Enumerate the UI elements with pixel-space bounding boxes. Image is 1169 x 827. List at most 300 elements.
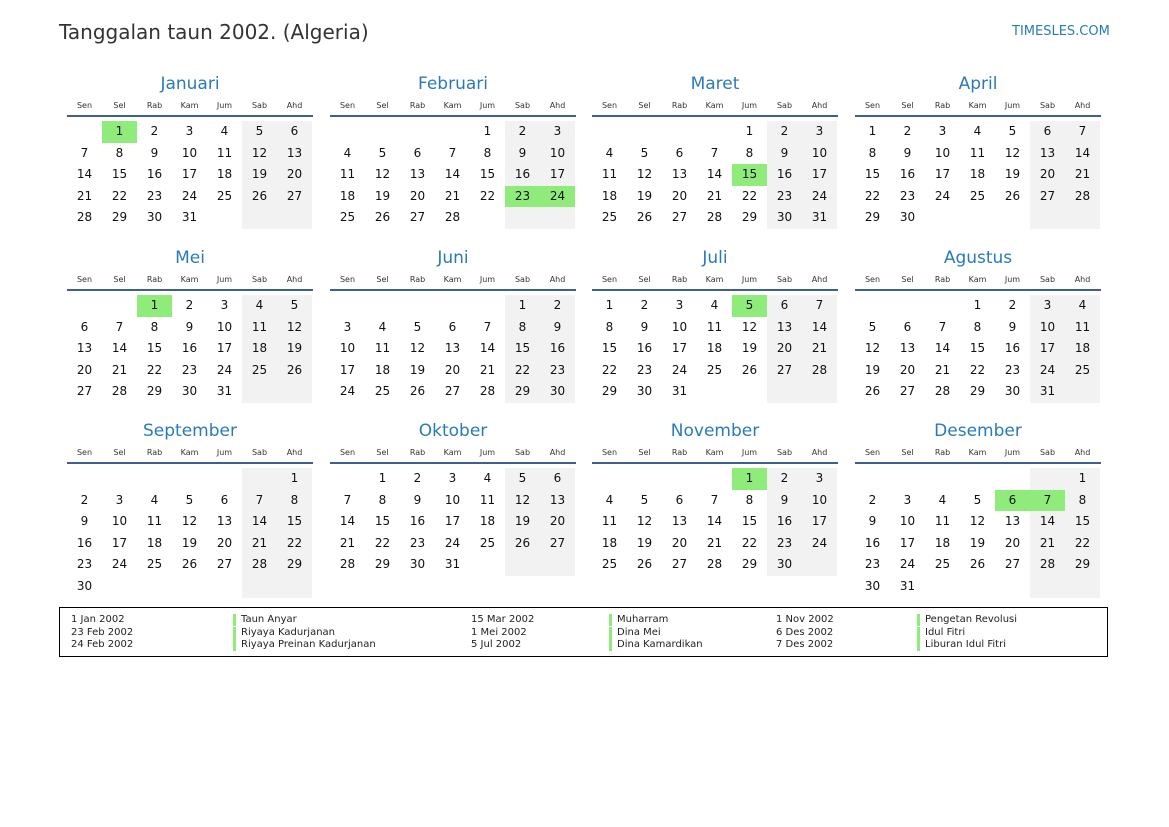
day-empty <box>802 381 837 403</box>
day-cell: 6 <box>448 319 457 334</box>
weekday-label: Sen <box>339 101 356 110</box>
day-cell: 20 <box>277 164 312 186</box>
day-cell: 13 <box>216 514 233 529</box>
day-cell: 29 <box>741 557 758 572</box>
day-cell: 16 <box>767 164 802 186</box>
weekday-label: Ahd <box>549 448 566 457</box>
day-cell: 10 <box>934 145 951 160</box>
day-cell: 3 <box>220 298 229 312</box>
day-cell: 10 <box>671 319 688 334</box>
weekday-header <box>592 443 838 464</box>
holiday-name: Dina Kamardikan <box>609 639 703 651</box>
day-cell: 21 <box>76 188 93 203</box>
holiday-name: Muharram <box>609 614 668 626</box>
day-cell: 9 <box>150 145 159 160</box>
weekday-label: Sab <box>776 448 793 457</box>
day-cell: 27 <box>216 557 233 572</box>
day-cell: 23 <box>76 557 93 572</box>
holiday-day: 6 <box>995 490 1030 512</box>
day-cell: 16 <box>1004 341 1021 356</box>
day-cell: 29 <box>864 210 881 225</box>
day-cell: 1 <box>505 295 540 317</box>
day-cell: 18 <box>601 188 618 203</box>
day-cell: 28 <box>802 360 837 382</box>
weekday-label: Jum <box>1004 101 1021 110</box>
day-cell: 3 <box>448 471 457 485</box>
day-empty <box>960 207 995 229</box>
weekday-label: Jum <box>741 101 758 110</box>
day-cell: 14 <box>111 341 128 356</box>
day-empty <box>960 468 995 490</box>
day-cell: 2 <box>767 468 802 490</box>
holiday-date: 5 Jul 2002 <box>471 639 522 650</box>
weekday-label: Jum <box>1004 448 1021 457</box>
day-cell: 17 <box>540 164 575 186</box>
day-cell: 21 <box>339 535 356 550</box>
day-cell: 27 <box>277 186 312 208</box>
day-cell: 29 <box>374 557 391 572</box>
weekday-label: Jum <box>479 448 496 457</box>
day-empty <box>627 468 662 490</box>
day-cell: 22 <box>479 188 496 203</box>
day-cell: 8 <box>973 319 982 334</box>
day-cell: 4 <box>710 298 719 312</box>
day-grid <box>855 295 1100 403</box>
month-name: Januari <box>160 74 220 94</box>
day-empty <box>330 468 365 490</box>
day-empty <box>242 207 277 229</box>
day-cell: 27 <box>1030 186 1065 208</box>
holiday-name: Pengetan Revolusi <box>917 614 1017 626</box>
day-cell: 13 <box>277 143 312 165</box>
day-cell: 25 <box>146 557 163 572</box>
holiday-name: Idul Fitri <box>917 627 965 639</box>
day-cell: 4 <box>483 471 492 485</box>
weekday-label: Jum <box>1004 275 1021 284</box>
weekday-label: Jum <box>216 448 233 457</box>
month-name: Februari <box>418 74 488 94</box>
month-januari <box>67 73 313 229</box>
day-cell: 26 <box>505 533 540 555</box>
day-grid <box>855 468 1100 598</box>
day-cell: 22 <box>146 362 163 377</box>
day-cell: 17 <box>444 514 461 529</box>
holiday-legend <box>59 607 1108 657</box>
day-cell: 17 <box>339 362 356 377</box>
day-cell: 6 <box>903 319 912 334</box>
day-empty <box>1030 576 1065 598</box>
day-cell: 28 <box>444 210 461 225</box>
day-cell: 12 <box>636 514 653 529</box>
day-cell: 20 <box>899 362 916 377</box>
day-cell: 31 <box>444 557 461 572</box>
day-cell: 25 <box>374 384 391 399</box>
day-cell: 23 <box>1004 362 1021 377</box>
day-empty <box>925 207 960 229</box>
day-cell: 7 <box>710 145 719 160</box>
day-cell: 30 <box>899 210 916 225</box>
day-cell: 4 <box>220 124 229 138</box>
day-cell: 27 <box>671 210 688 225</box>
day-cell: 27 <box>540 533 575 555</box>
day-empty <box>925 295 960 317</box>
day-empty <box>400 295 435 317</box>
day-cell: 22 <box>277 533 312 555</box>
day-cell: 28 <box>1065 186 1100 208</box>
month-september <box>67 420 313 598</box>
day-empty <box>925 576 960 598</box>
day-cell: 9 <box>80 514 89 529</box>
month-name: Oktober <box>418 421 488 441</box>
day-cell: 20 <box>444 362 461 377</box>
day-cell: 3 <box>802 121 837 143</box>
holiday-date: 7 Des 2002 <box>776 639 834 650</box>
weekday-label: Rab <box>671 101 688 110</box>
day-cell: 4 <box>1065 295 1100 317</box>
day-cell: 17 <box>671 341 688 356</box>
day-empty <box>540 207 575 229</box>
day-cell: 30 <box>409 557 426 572</box>
day-empty <box>172 576 207 598</box>
day-cell: 30 <box>767 207 802 229</box>
day-empty <box>277 207 312 229</box>
day-cell: 18 <box>374 362 391 377</box>
weekday-label: Kam <box>443 448 462 457</box>
day-cell: 4 <box>242 295 277 317</box>
day-cell: 16 <box>505 164 540 186</box>
weekday-label: Sab <box>776 275 793 284</box>
holiday-name: Liburan Idul Fitri <box>917 639 1006 651</box>
day-cell: 5 <box>1008 124 1017 138</box>
holiday-day: 1 <box>137 295 172 317</box>
weekday-header <box>330 270 576 291</box>
day-cell: 15 <box>479 167 496 182</box>
day-cell: 20 <box>1004 535 1021 550</box>
holiday-date: 1 Jan 2002 <box>71 614 125 625</box>
weekday-label: Jum <box>741 448 758 457</box>
day-cell: 26 <box>864 384 881 399</box>
day-empty <box>137 576 172 598</box>
day-cell: 15 <box>601 341 618 356</box>
weekday-label: Ahd <box>1074 101 1091 110</box>
day-cell: 15 <box>1065 511 1100 533</box>
day-cell: 5 <box>242 121 277 143</box>
holiday-day: 24 <box>540 186 575 208</box>
day-cell: 3 <box>802 468 837 490</box>
day-cell: 31 <box>671 384 688 399</box>
day-cell: 9 <box>505 143 540 165</box>
month-april <box>855 73 1101 229</box>
month-name: Juni <box>437 248 469 268</box>
weekday-label: Rab <box>409 448 426 457</box>
day-cell: 14 <box>1030 511 1065 533</box>
weekday-label: Sel <box>901 275 914 284</box>
day-cell: 9 <box>767 143 802 165</box>
day-empty <box>662 121 697 143</box>
day-cell: 3 <box>938 124 947 138</box>
month-mei <box>67 247 313 403</box>
day-cell: 20 <box>409 188 426 203</box>
day-cell: 27 <box>1004 557 1021 572</box>
day-empty <box>470 554 505 576</box>
day-cell: 23 <box>899 188 916 203</box>
month-name: Juli <box>702 248 728 268</box>
day-cell: 5 <box>378 145 387 160</box>
month-name: November <box>670 421 760 441</box>
day-cell: 5 <box>640 492 649 507</box>
day-cell: 9 <box>903 145 912 160</box>
day-cell: 11 <box>339 167 356 182</box>
day-cell: 17 <box>111 535 128 550</box>
day-cell: 13 <box>444 341 461 356</box>
weekday-label: Ahd <box>811 448 828 457</box>
day-cell: 23 <box>409 535 426 550</box>
day-cell: 28 <box>76 210 93 225</box>
day-cell: 26 <box>409 384 426 399</box>
day-grid <box>330 121 575 229</box>
day-cell: 16 <box>409 514 426 529</box>
holiday-name: Dina Mei <box>609 627 661 639</box>
day-cell: 18 <box>479 514 496 529</box>
weekday-label: Jum <box>741 275 758 284</box>
holiday-date: 23 Feb 2002 <box>71 626 134 638</box>
day-cell: 25 <box>216 188 233 203</box>
day-cell: 31 <box>899 578 916 593</box>
day-cell: 10 <box>802 490 837 512</box>
weekday-label: Kam <box>443 275 462 284</box>
day-cell: 14 <box>706 514 723 529</box>
day-cell: 2 <box>80 492 89 507</box>
day-cell: 15 <box>374 514 391 529</box>
day-cell: 14 <box>1065 143 1100 165</box>
day-cell: 4 <box>973 124 982 138</box>
day-cell: 11 <box>479 492 496 507</box>
day-cell: 3 <box>540 121 575 143</box>
day-empty <box>662 468 697 490</box>
day-empty <box>697 381 732 403</box>
holiday-date: 24 Feb 2002 <box>71 639 134 650</box>
day-cell: 1 <box>745 124 754 138</box>
day-cell: 10 <box>444 492 461 507</box>
day-cell: 26 <box>636 557 653 572</box>
weekday-label: Sel <box>376 275 389 284</box>
weekday-label: Rab <box>146 101 163 110</box>
day-cell: 10 <box>216 319 233 334</box>
day-empty <box>242 381 277 403</box>
day-cell: 23 <box>146 188 163 203</box>
day-cell: 8 <box>605 319 614 334</box>
weekday-label: Rab <box>409 101 426 110</box>
weekday-label: Ahd <box>811 275 828 284</box>
day-cell: 9 <box>640 319 649 334</box>
day-cell: 21 <box>706 535 723 550</box>
day-cell: 8 <box>378 492 387 507</box>
day-cell: 31 <box>181 210 198 225</box>
month-februari <box>330 73 576 229</box>
weekday-label: Sen <box>601 448 618 457</box>
weekday-label: Sen <box>76 101 93 110</box>
weekday-label: Rab <box>934 448 951 457</box>
day-cell: 2 <box>413 471 422 485</box>
day-cell: 10 <box>899 514 916 529</box>
day-cell: 10 <box>802 143 837 165</box>
weekday-label: Jum <box>216 101 233 110</box>
day-empty <box>592 121 627 143</box>
day-cell: 15 <box>969 341 986 356</box>
day-cell: 21 <box>111 362 128 377</box>
day-cell: 21 <box>802 338 837 360</box>
day-grid <box>67 295 312 403</box>
day-cell: 18 <box>242 338 277 360</box>
day-cell: 21 <box>934 362 951 377</box>
day-empty <box>207 207 242 229</box>
day-cell: 7 <box>1065 121 1100 143</box>
holiday-name: Riyaya Kadurjanan <box>233 627 335 639</box>
day-cell: 25 <box>706 362 723 377</box>
day-cell: 7 <box>343 492 352 507</box>
weekday-label: Kam <box>443 101 462 110</box>
day-cell: 15 <box>146 341 163 356</box>
day-cell: 30 <box>636 384 653 399</box>
weekday-label: Ahd <box>811 101 828 110</box>
holiday-name: Riyaya Preinan Kadurjanan <box>233 639 376 651</box>
day-cell: 9 <box>185 319 194 334</box>
day-cell: 25 <box>934 557 951 572</box>
weekday-label: Sel <box>376 448 389 457</box>
day-cell: 2 <box>1008 298 1017 312</box>
day-cell: 7 <box>938 319 947 334</box>
day-cell: 1 <box>378 471 387 485</box>
day-cell: 14 <box>242 511 277 533</box>
day-cell: 5 <box>185 492 194 507</box>
weekday-header <box>855 96 1101 117</box>
day-empty <box>627 121 662 143</box>
day-cell: 24 <box>216 362 233 377</box>
day-cell: 7 <box>448 145 457 160</box>
day-cell: 18 <box>1065 338 1100 360</box>
day-empty <box>435 295 470 317</box>
day-cell: 19 <box>636 188 653 203</box>
day-cell: 29 <box>1065 554 1100 576</box>
month-name: Mei <box>175 248 205 268</box>
holiday-day: 7 <box>1030 490 1065 512</box>
day-cell: 18 <box>339 188 356 203</box>
day-empty <box>277 576 312 598</box>
month-oktober <box>330 420 576 576</box>
day-cell: 24 <box>802 186 837 208</box>
day-cell: 7 <box>802 295 837 317</box>
day-cell: 17 <box>899 535 916 550</box>
day-cell: 25 <box>969 188 986 203</box>
day-cell: 4 <box>605 145 614 160</box>
day-cell: 10 <box>540 143 575 165</box>
day-cell: 22 <box>601 362 618 377</box>
day-cell: 1 <box>277 468 312 490</box>
day-cell: 7 <box>115 319 124 334</box>
day-empty <box>67 295 102 317</box>
day-cell: 8 <box>277 490 312 512</box>
day-cell: 6 <box>675 145 684 160</box>
day-cell: 7 <box>483 319 492 334</box>
day-cell: 27 <box>671 557 688 572</box>
day-cell: 6 <box>1030 121 1065 143</box>
day-cell: 6 <box>540 468 575 490</box>
day-cell: 2 <box>505 121 540 143</box>
weekday-label: Sen <box>76 448 93 457</box>
day-empty <box>137 468 172 490</box>
day-empty <box>172 468 207 490</box>
month-maret <box>592 73 838 229</box>
site-link[interactable]: TIMESLES.COM <box>1012 24 1110 39</box>
day-cell: 13 <box>1004 514 1021 529</box>
day-cell: 28 <box>339 557 356 572</box>
day-cell: 12 <box>242 143 277 165</box>
day-empty <box>277 381 312 403</box>
day-cell: 28 <box>934 384 951 399</box>
day-grid <box>592 468 837 576</box>
month-name: Agustus <box>943 248 1013 268</box>
day-cell: 11 <box>601 167 618 182</box>
day-cell: 13 <box>409 167 426 182</box>
day-cell: 3 <box>675 298 684 312</box>
day-empty <box>67 468 102 490</box>
day-cell: 21 <box>479 362 496 377</box>
weekday-header <box>67 443 313 464</box>
day-cell: 24 <box>1030 360 1065 382</box>
day-cell: 28 <box>111 384 128 399</box>
day-cell: 4 <box>343 145 352 160</box>
month-name: Maret <box>690 74 740 94</box>
day-cell: 19 <box>741 341 758 356</box>
month-desember <box>855 420 1101 598</box>
day-cell: 20 <box>671 188 688 203</box>
day-cell: 26 <box>374 210 391 225</box>
day-cell: 24 <box>339 384 356 399</box>
day-cell: 6 <box>80 319 89 334</box>
weekday-label: Sel <box>113 448 126 457</box>
day-cell: 12 <box>505 490 540 512</box>
day-cell: 4 <box>378 319 387 334</box>
day-cell: 18 <box>706 341 723 356</box>
day-cell: 12 <box>969 514 986 529</box>
day-cell: 30 <box>864 578 881 593</box>
day-cell: 11 <box>242 317 277 339</box>
day-cell: 9 <box>540 317 575 339</box>
day-cell: 5 <box>413 319 422 334</box>
weekday-label: Kam <box>180 101 199 110</box>
weekday-label: Ahd <box>1074 448 1091 457</box>
day-cell: 16 <box>181 341 198 356</box>
day-cell: 1 <box>868 124 877 138</box>
day-cell: 28 <box>479 384 496 399</box>
holiday-day: 1 <box>732 468 767 490</box>
day-grid <box>592 121 837 229</box>
day-cell: 24 <box>899 557 916 572</box>
day-cell: 2 <box>767 121 802 143</box>
weekday-label: Sel <box>638 448 651 457</box>
day-empty <box>330 121 365 143</box>
day-cell: 21 <box>444 188 461 203</box>
weekday-label: Rab <box>409 275 426 284</box>
month-agustus <box>855 247 1101 403</box>
weekday-label: Sab <box>251 275 268 284</box>
weekday-label: Ahd <box>286 101 303 110</box>
day-cell: 12 <box>741 319 758 334</box>
month-name: September <box>143 421 237 441</box>
day-cell: 10 <box>339 341 356 356</box>
weekday-label: Rab <box>671 275 688 284</box>
day-empty <box>365 121 400 143</box>
